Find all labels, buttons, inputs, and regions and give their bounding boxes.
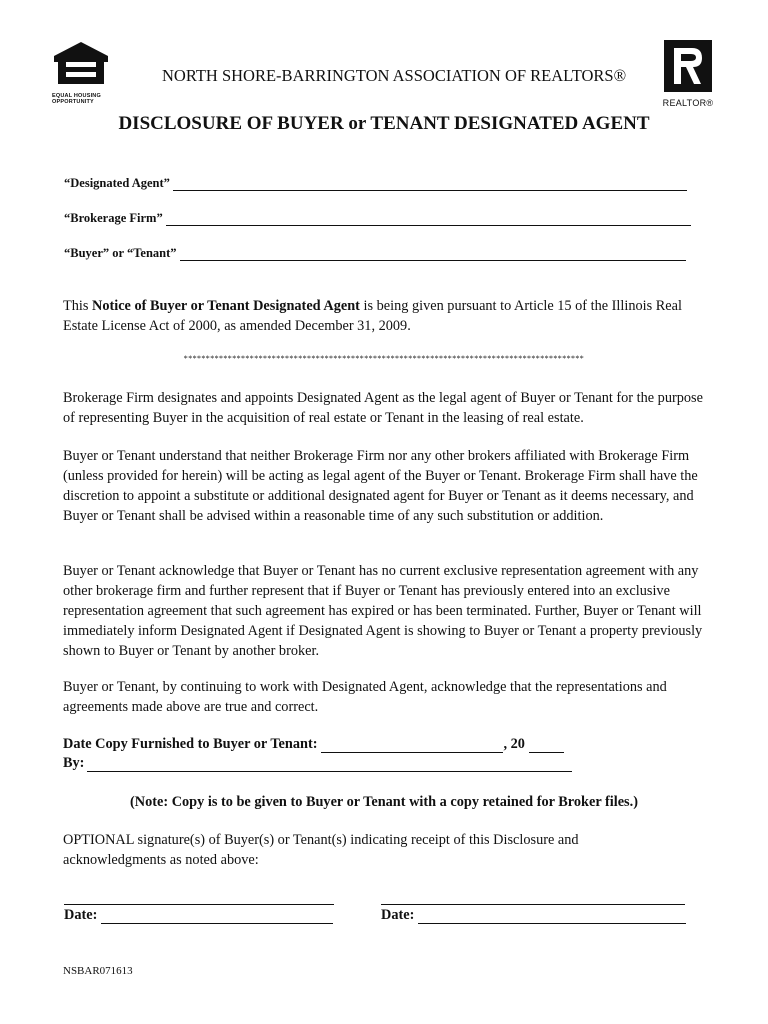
form-code: NSBAR071613 (63, 965, 133, 977)
date-label-left: Date: (64, 907, 98, 923)
realtor-caption: REALTOR® (662, 98, 714, 108)
signature-line-left[interactable] (64, 890, 334, 905)
buyer-tenant-field (64, 246, 686, 261)
eho-caption: EQUAL HOUSING OPPORTUNITY (52, 93, 101, 105)
designated-agent-label: “Designated Agent” (64, 176, 170, 190)
date-furnished-line[interactable] (321, 738, 503, 753)
date-row-right (381, 907, 686, 924)
paragraph-understanding: Buyer or Tenant understand that neither Brokerage Firm nor any other brokers affiliated with Brokerage Firm (unless provided for herein) will be acting as legal agent of the Buyer or Tenant. Brokerage Firm shall have the discretion to appoint a substitute or additional designated agent for Buyer or Tenant as it deems necessary, and Buyer or Tenant shall be advised within a reasonable time of any such substitution or addition. (63, 448, 698, 524)
separator: ******************************************************************************************* (183, 354, 585, 363)
designated-agent-field (64, 176, 687, 191)
paragraph-agreement: Buyer or Tenant, by continuing to work with Designated Agent, acknowledge that the representations and agreements made above are true and correct. (63, 679, 667, 715)
paragraph-appointment: Brokerage Firm designates and appoints Designated Agent as the legal agent of Buyer or Tenant for the purpose of representing Buyer in the acquisition of real estate or Tenant in the leasing of real estate. (63, 390, 703, 426)
association-name: NORTH SHORE-BARRINGTON ASSOCIATION OF REALTORS® (162, 66, 627, 85)
paragraph-acknowledgment: Buyer or Tenant acknowledge that Buyer or Tenant has no current exclusive representation agreement with any other brokerage firm and further represent that if Buyer or Tenant has previously entered into an exclusive representation agreement that such agreement has expired or has been terminated. Further, Buyer or Tenant will immediately inform Designated Agent if Designated Agent is showing to Buyer or Tenant a property previously shown to Buyer or Tenant by another broker. (63, 563, 703, 659)
realtor-logo (660, 40, 716, 108)
copy-note: (Note: Copy is to be given to Buyer or Tenant with a copy retained for Broker files.) (130, 794, 638, 810)
date-furnished-label: Date Copy Furnished to Buyer or Tenant: (63, 736, 318, 752)
year-line[interactable] (529, 738, 564, 753)
buyer-tenant-label: “Buyer” or “Tenant” (64, 246, 177, 260)
optional-signature-text: OPTIONAL signature(s) of Buyer(s) or Tenant(s) indicating receipt of this Disclosure and acknowledgments as noted above: (63, 832, 579, 868)
brokerage-firm-label: “Brokerage Firm” (64, 211, 163, 225)
document-title: DISCLOSURE OF BUYER or TENANT DESIGNATED AGENT (118, 113, 650, 134)
signature-line-right[interactable] (381, 890, 685, 905)
intro-paragraph: This Notice of Buyer or Tenant Designated Agent is being given pursuant to Article 15 of the Illinois Real Estate License Act of 2000, as amended December 31, 2009. (63, 298, 682, 334)
buyer-tenant-line[interactable] (180, 249, 686, 261)
date-furnished-row (63, 736, 564, 753)
equal-housing-icon (52, 40, 110, 86)
by-row (63, 755, 572, 772)
date-line-right[interactable] (418, 909, 686, 924)
date-label-right: Date: (381, 907, 415, 923)
brokerage-firm-field (64, 211, 691, 226)
year-prefix: , 20 (503, 736, 525, 752)
by-line[interactable] (87, 757, 572, 772)
date-line-left[interactable] (101, 909, 333, 924)
designated-agent-line[interactable] (173, 179, 687, 191)
brokerage-firm-line[interactable] (166, 214, 691, 226)
by-label: By: (63, 755, 85, 771)
date-row-left (64, 907, 333, 924)
equal-housing-logo (52, 40, 112, 105)
realtor-r-icon (664, 40, 712, 92)
